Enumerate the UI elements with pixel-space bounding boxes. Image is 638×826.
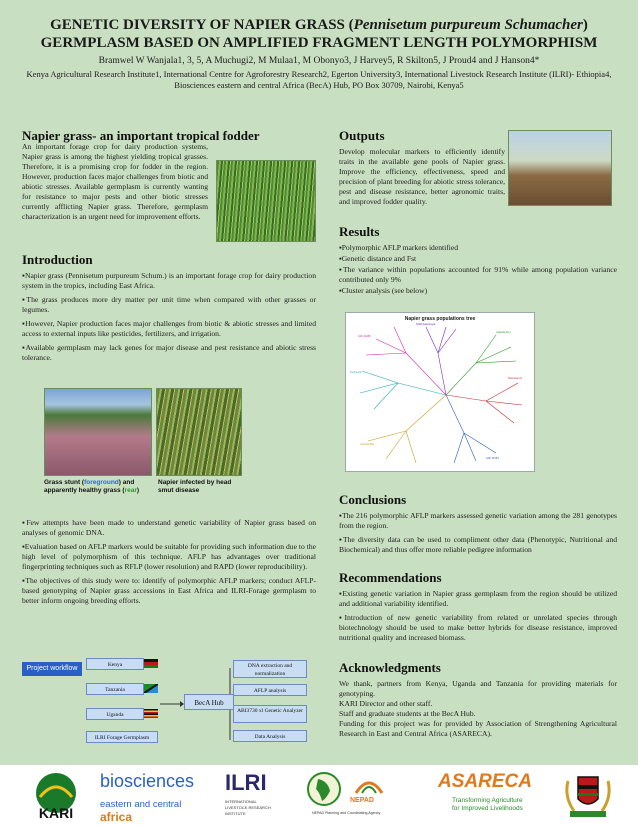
intro-bullet: ▪However, Napier production faces major challenges from biotic & abiotic stresses and limited access to external inputs like pesticides, fertilizers, and irrigation.: [22, 319, 316, 338]
caption-part: ) and apparently healthy grass (: [44, 479, 135, 494]
ack-heading: Acknowledgments: [339, 660, 441, 675]
ack-line: We thank, partners from Kenya, Uganda and Tanzania for providing materials for genotyping.: [339, 679, 617, 698]
fodder-text: An important forage crop for dairy production systems, Napier grass is among the highest yielding tropical grasses. Therefore, it is a promising crop for fodder in the region. However, production faces major challenges from biotic and abiotic stresses. Available germplasm is currently wanting for resistance to major pests and other biotic stresses currently afflicting Napier grass. Therefore, germplasm characterization is an urgent need for improvement efforts.: [22, 142, 208, 221]
intro-bullet: ▪The objectives of this study were to: identify of polymorphic AFLP markers; conduct AFLP-based genotyping of Napier grass accessions in East Africa and ILRI-Forage germplasm to better inform ongoing breeding efforts.: [22, 576, 316, 605]
asareca-wordmark: ASARECA: [438, 771, 532, 792]
svg-text:ILRI 14984: ILRI 14984: [358, 335, 371, 338]
conclusion-bullet: ▪The diversity data can be used to compliment other data (Phenotypic, Nutritional and Biochemical) and thus offer more reliable pedigree information: [339, 535, 617, 554]
results-bullet: ▪Polymorphic AFLP markers identified: [339, 243, 459, 252]
intro-section: [22, 252, 316, 367]
coat-of-arms-icon: [562, 771, 614, 821]
workflow-label: Project workflow: [22, 662, 82, 676]
caption-part: Grass stunt (: [44, 479, 85, 486]
results-bullet: ▪The variance within populations accounted for 91% while among population variance contributed only 9%: [339, 265, 617, 284]
recommendations-section: [339, 570, 617, 647]
intro-bullet: ▪Napier grass (Pennisetum purpureum Schum.) is an important forage crop for dairy production system in the tropics, including East Africa.: [22, 271, 316, 290]
workflow-source: Tanzania: [86, 683, 144, 695]
african-union-emblem-icon: [304, 771, 344, 807]
caption-part: foreground: [84, 479, 119, 486]
caption-part: rear: [124, 487, 137, 494]
intro-heading: Introduction: [22, 252, 93, 267]
kari-logo: [24, 771, 88, 821]
stunt-caption: [44, 479, 154, 495]
ack-line: Staff and graduate students at the BecA Hub.: [339, 709, 476, 718]
svg-text:KARI-Kakamega: KARI-Kakamega: [416, 323, 436, 326]
workflow-step: Data Analysis: [233, 730, 307, 742]
results-heading: Results: [339, 224, 380, 239]
biosciences-sub: eastern and central: [100, 799, 182, 810]
ilri-subtitle: INTERNATIONAL LIVESTOCK RESEARCH INSTITUTE: [225, 799, 271, 816]
au-nepad-logo: [294, 771, 424, 821]
svg-text:Tanzania-11: Tanzania-11: [508, 377, 522, 380]
ack-section: [339, 660, 617, 739]
uganda-flag-icon: [144, 709, 158, 718]
ack-line: Funding for this project was for provided by Association of Strengthening Agricultural Research in East and Central Africa (ASARECA).: [339, 719, 617, 738]
authors: Bramwel W Wanjala1, 3, 5, A Muchugi2, M Mulaa1, M Obonyo3, J Harvey5, R Skilton5, J Proud4 and J Hanson4*: [98, 56, 540, 66]
outputs-text: Develop molecular markers to efficiently identify traits in the available gene pools of Napier grass. Improve the efficiency, effectiveness, speed and precision of plant breeding for abiotic stress tolerance, pest and disease resistance, better agronomic traits, and improved fodder quality.: [339, 147, 505, 206]
asareca-logo: [438, 771, 548, 821]
tanzania-flag-icon: [144, 684, 158, 693]
kari-wordmark: KARI: [38, 805, 74, 821]
head-smut-photo: [156, 388, 242, 476]
asareca-tagline-2: for Improved Livelihoods: [452, 805, 523, 812]
radial-tree-diagram: [346, 313, 536, 473]
workflow-step: ABI3730 xl Genetic Analyzer: [233, 705, 307, 723]
outputs-section: [339, 128, 505, 207]
kenya-flag-icon: [144, 659, 158, 668]
conclusions-heading: Conclusions: [339, 492, 407, 507]
kenya-coat-of-arms-logo: [562, 771, 614, 821]
nepad-subtitle: NEPAD Planning and Coordinating Agency: [312, 811, 381, 815]
cattle-feeding-photo: [508, 130, 612, 206]
grass-stunt-photo: [44, 388, 152, 476]
svg-text:ILRI 16784: ILRI 16784: [486, 457, 499, 460]
workflow-source: Uganda: [86, 708, 144, 720]
asareca-tagline-1: Transforming Agriculture: [452, 797, 523, 804]
workflow-step: AFLP analysis: [233, 684, 307, 696]
conclusions-section: [339, 492, 617, 559]
results-bullet: ▪Cluster analysis (see below): [339, 286, 428, 295]
recommendations-heading: Recommendations: [339, 570, 442, 585]
intro-bullet: ▪Available germplasm may lack genes for major disease and pest resistance and abiotic stress tolerance.: [22, 343, 316, 362]
smut-caption: Napier infected by head smut disease: [158, 479, 232, 494]
beca-hub-box: BecA Hub: [184, 694, 234, 710]
nepad-emblem-icon: [352, 773, 386, 797]
ilri-wordmark: ILRI: [225, 770, 267, 795]
intro-bullet: ▪Evaluation based on AFLP markers would be suitable for providing such information due to the high level of polymorphism of this technique. AFLP has advantages over traditional fingerprinting techniques such as RFLP (lower resolution) and RAPD (lower reproducibility).: [22, 542, 316, 571]
species-name: Pennisetum purpureum Schumacher: [353, 17, 583, 33]
svg-text:Uganda-Mpi: Uganda-Mpi: [360, 443, 375, 446]
workflow-source: ILRI Forage Germplasm: [86, 731, 158, 743]
conclusion-bullet: ▪The 216 polymorphic AFLP markers assessed genetic variation among the 281 genotypes from the region.: [339, 511, 617, 530]
fodder-text-wrap: [22, 142, 208, 222]
logo-strip: [0, 765, 638, 826]
poster-title: [20, 16, 618, 52]
svg-text:Uganda-Ken: Uganda-Ken: [496, 331, 511, 334]
results-section: [339, 224, 617, 297]
ilri-logo: [225, 771, 287, 821]
title-line-2: GERMPLASM BASED ON AMPLIFIED FRAGMENT LENGTH POLYMORPHISM: [40, 35, 598, 51]
napier-grass-photo: [216, 160, 316, 242]
recommendation-bullet: ▪Existing genetic variation in Napier grass germplasm from the region should be utilized and additional variability identified.: [339, 589, 617, 608]
workflow-source: Kenya: [86, 658, 144, 670]
title-part: GENETIC DIVERSITY OF NAPIER GRASS (: [50, 17, 354, 33]
fodder-heading: Napier grass- an important tropical fodder: [22, 128, 260, 143]
recommendation-bullet: ▪Introduction of new genetic variability from related or unrelated species through biotechnology should be used to make better hybrids for disease resistance, improved nutritional quality and increased biomass.: [339, 613, 617, 642]
title-block: [20, 16, 618, 91]
caption-part: ): [136, 487, 140, 494]
napier-populations-tree: [345, 312, 535, 472]
workflow-step: DNA extraction and normalization: [233, 660, 307, 678]
svg-text:Kenya-Kit: Kenya-Kit: [350, 371, 362, 374]
tree-title: Napier grass populations tree: [404, 316, 476, 322]
intro-section-2: [22, 518, 316, 610]
biosciences-wordmark: biosciences: [100, 771, 195, 791]
outputs-heading: Outputs: [339, 128, 385, 143]
title-part: ): [582, 17, 588, 33]
nepad-wordmark: NEPAD: [350, 797, 374, 804]
biosciences-logo: [100, 771, 215, 824]
biosciences-africa: africa: [100, 810, 133, 824]
ack-line: KARI Director and other staff.: [339, 699, 433, 708]
intro-bullet: ▪The grass produces more dry matter per unit time when compared with other grasses or legumes.: [22, 295, 316, 314]
results-bullet: ▪Genetic distance and Fst: [339, 254, 417, 263]
intro-bullet: ▪Few attempts have been made to understand genetic variability of Napier grass based on analyses of genomic DNA.: [22, 518, 316, 537]
affiliations: Kenya Agricultural Research Institute1, International Centre for Agroforestry Research2, Egerton University3, International Livestock Research Institute (ILRI)- Ethiopia4, Biosciences eastern and central Africa (BecA) Hub, PO Box 30709, Nairobi, Kenya5: [26, 69, 612, 90]
